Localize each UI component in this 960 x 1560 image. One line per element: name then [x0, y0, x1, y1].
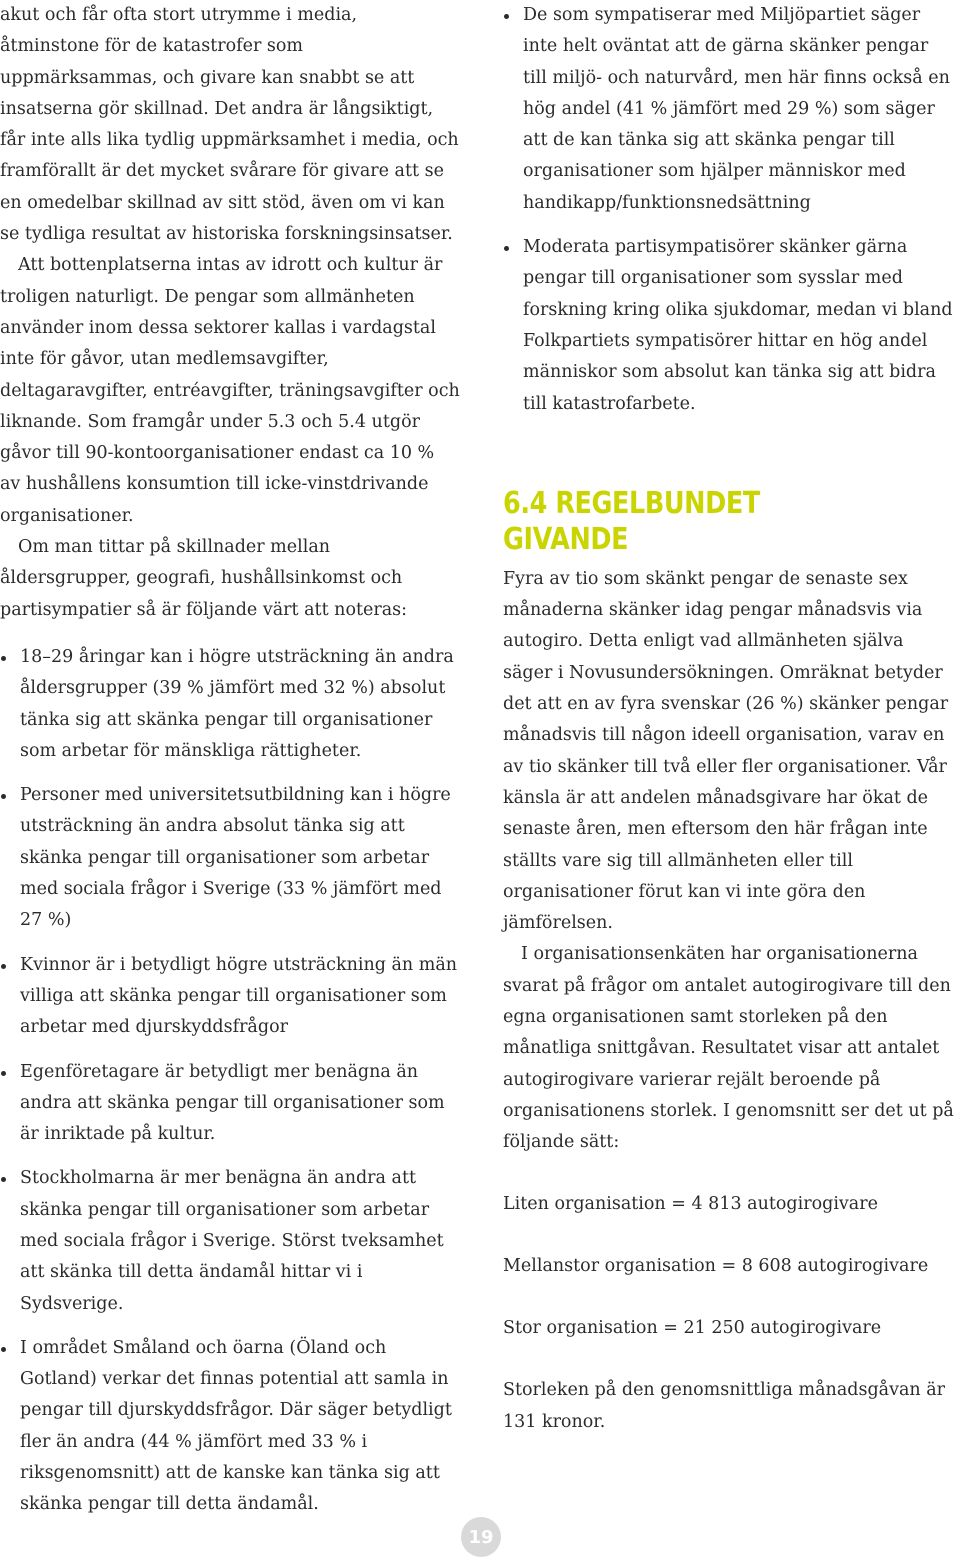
page-number-badge: 19 — [461, 1517, 501, 1557]
right-bullet-list — [503, 0, 955, 420]
bullet-item: Kvinnor är i betydligt högre utsträckning än män villiga att skänka pengar till organisationer som arbetar med djurskyddsfrågor — [0, 950, 460, 1044]
differences-paragraph: Om man tittar på skillnader mellan åldersgrupper, geografi, hushållsinkomst och partisympatier så är följande värt att noteras: — [0, 537, 408, 620]
survey-paragraph: I organisationsenkäten har organisationerna svarat på frågor om antalet autogirogivare till den egna organisationen samt storleken på den månatliga snittgåvan. Resultatet visar att antalet autogirogivare varierar rejält beroende på organisationens storlek. I genomsnitt ser det ut på följande sätt: — [503, 944, 954, 1153]
stat-small-org: Liten organisation = 4 813 autogirogivare — [503, 1193, 878, 1214]
bullet-item: I området Småland och öarna (Öland och Gotland) verkar det finnas potential att samla in pengar till djurskyddsfrågor. Där säger betydligt fler än andra (44 % jämfört med 33 % i riksgenomsnitt) att de kanske kan tänka sig att skänka pengar till detta ändamål. — [0, 1333, 460, 1521]
left-column — [0, 0, 460, 1521]
section-heading: 6.4 REGELBUNDET GIVANDE — [503, 485, 760, 557]
left-bullet-list — [0, 642, 460, 1521]
bullet-item: De som sympatiserar med Miljöpartiet säger inte helt oväntat att de gärna skänker pengar till miljö- och naturvård, men här finns också en hög andel (41 % jämfört med 29 %) som säger att de kan tänka sig att skänka pengar till organisationer som hjälper människor med handikapp/funktionsnedsättning — [503, 0, 955, 219]
bullet-item: Egenföretagare är betydligt mer benägna än andra att skänka pengar till organisationer som är inriktade på kultur. — [0, 1057, 460, 1151]
regular-giving-paragraph: Fyra av tio som skänkt pengar de senaste sex månaderna skänker idag pengar månadsvis via autogiro. Detta enligt vad allmänheten själva säger i Novusundersökningen. Omräknat betyder det att en av fyra svenskar (26 %) skänker pengar månadsvis till någon ideell organisation, varav en av tio skänker till två eller fler organisationer. Vår känsla är att andelen månadsgivare har ökat de senaste åren, men eftersom den här frågan inte ställts vare sig till allmänheten eller till organisationer förut kan vi inte göra den jämförelsen. — [503, 568, 949, 934]
bullet-item: Personer med universitetsutbildning kan i högre utsträckning än andra absolut tänka sig att skänka pengar till organisationer som arbetar med sociala frågor i Sverige (33 % jämfört med 27 %) — [0, 780, 460, 936]
intro-paragraph: akut och får ofta stort utrymme i media, åtminstone för de katastrofer som uppmärksammas, och givare kan snabbt se att insatserna gör skillnad. Det andra är långsiktigt, får inte alls lika tydlig uppmärksamhet i media, och framförallt är det mycket svårare för givare att se en omedelbar skillnad av sitt stöd, även om vi kan se tydliga resultat av historiska forskningsinsatser. — [0, 5, 459, 245]
right-column — [503, 0, 955, 1438]
stat-medium-org: Mellanstor organisation = 8 608 autogirogivare — [503, 1255, 929, 1276]
bullet-item: 18–29 åringar kan i högre utsträckning än andra åldersgrupper (39 % jämfört med 32 %) absolut tänka sig att skänka pengar till organisationer som arbetar för mänskliga rättigheter. — [0, 642, 460, 767]
stat-average-gift: Storleken på den genomsnittliga månadsgåvan är 131 kronor. — [503, 1380, 946, 1432]
bullet-item: Moderata partisympatisörer skänker gärna pengar till organisationer som sysslar med forskning kring olika sjukdomar, medan vi bland Folkpartiets sympatisörer hittar en hög andel människor som absolut kan tänka sig att bidra till katastrofarbete. — [503, 232, 955, 420]
stat-large-org: Stor organisation = 21 250 autogirogivare — [503, 1318, 882, 1339]
sports-culture-paragraph: Att bottenplatserna intas av idrott och kultur är troligen naturligt. De pengar som allmänheten använder inom dessa sektorer kallas i vardagstal inte för gåvor, utan medlemsavgifter, deltagaravgifter, entréavgifter, träningsavgifter och liknande. Som framgår under 5.3 och 5.4 utgör gåvor till 90-kontoorganisationer endast ca 10 % av hushållens konsumtion till icke-vinstdrivande organisationer. — [0, 255, 460, 526]
bullet-item: Stockholmarna är mer benägna än andra att skänka pengar till organisationer som arbetar med sociala frågor i Sverige. Störst tveksamhet att skänka till detta ändamål hittar vi i Sydsverige. — [0, 1163, 460, 1319]
